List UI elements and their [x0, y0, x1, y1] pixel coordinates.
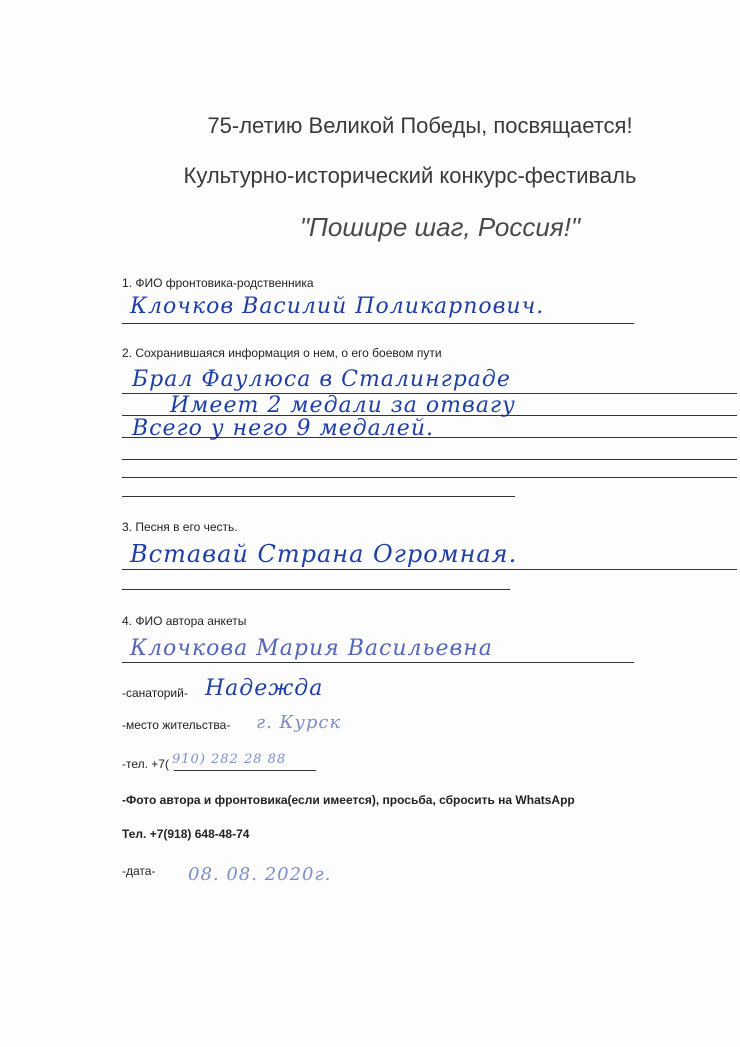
contact-phone: Тел. +7(918) 648-48-74 [122, 827, 250, 841]
residence-label: -место жительства- [122, 718, 231, 732]
q3-line-2 [122, 589, 510, 590]
phone-underline [174, 770, 316, 771]
date-value: 08. 08. 2020г. [188, 864, 332, 885]
q2-label: 2. Сохранившаяся информация о нем, о его боевом пути [122, 346, 442, 360]
sanatorium-label: -санаторий- [122, 686, 188, 700]
q1-label: 1. ФИО фронтовика-родственника [122, 276, 314, 290]
q2-line-4 [122, 459, 737, 460]
q4-underline [122, 662, 634, 663]
q1-underline [122, 323, 634, 324]
q2-line-3 [122, 437, 737, 438]
date-label: -дата- [122, 864, 156, 878]
sanatorium-value: Надежда [205, 676, 324, 701]
q3-line-1 [122, 569, 737, 570]
q2-line-6 [122, 496, 515, 497]
q3-label: 3. Песня в его честь. [122, 520, 238, 534]
q3-answer: Вставай Страна Огромная. [130, 540, 518, 568]
photo-note: -Фото автора и фронтовика(если имеется), просьба, сбросить на WhatsApp [122, 793, 575, 807]
q4-answer: Клочкова Мария Васильевна [130, 636, 493, 661]
q2-answer-line-1: Брал Фаулюса в Сталинграде [132, 367, 511, 392]
q2-answer-line-2: Имеет 2 медали за отвагу [170, 393, 516, 418]
contest-heading: Культурно-исторический конкурс-фестиваль [183, 163, 637, 188]
dedication-heading: 75-летию Великой Победы, посвящается! [207, 113, 633, 138]
q1-answer: Клочков Василий Поликарпович. [130, 294, 545, 319]
q2-line-5 [122, 477, 737, 478]
residence-value: г. Курск [256, 712, 342, 733]
phone-value: 910) 282 28 88 [172, 752, 287, 767]
q2-answer-line-3: Всего у него 9 медалей. [132, 416, 434, 441]
q4-label: 4. ФИО автора анкеты [122, 614, 247, 628]
phone-label: -тел. +7( [122, 757, 169, 771]
festival-title: "Пошире шаг, Россия!" [299, 212, 581, 242]
